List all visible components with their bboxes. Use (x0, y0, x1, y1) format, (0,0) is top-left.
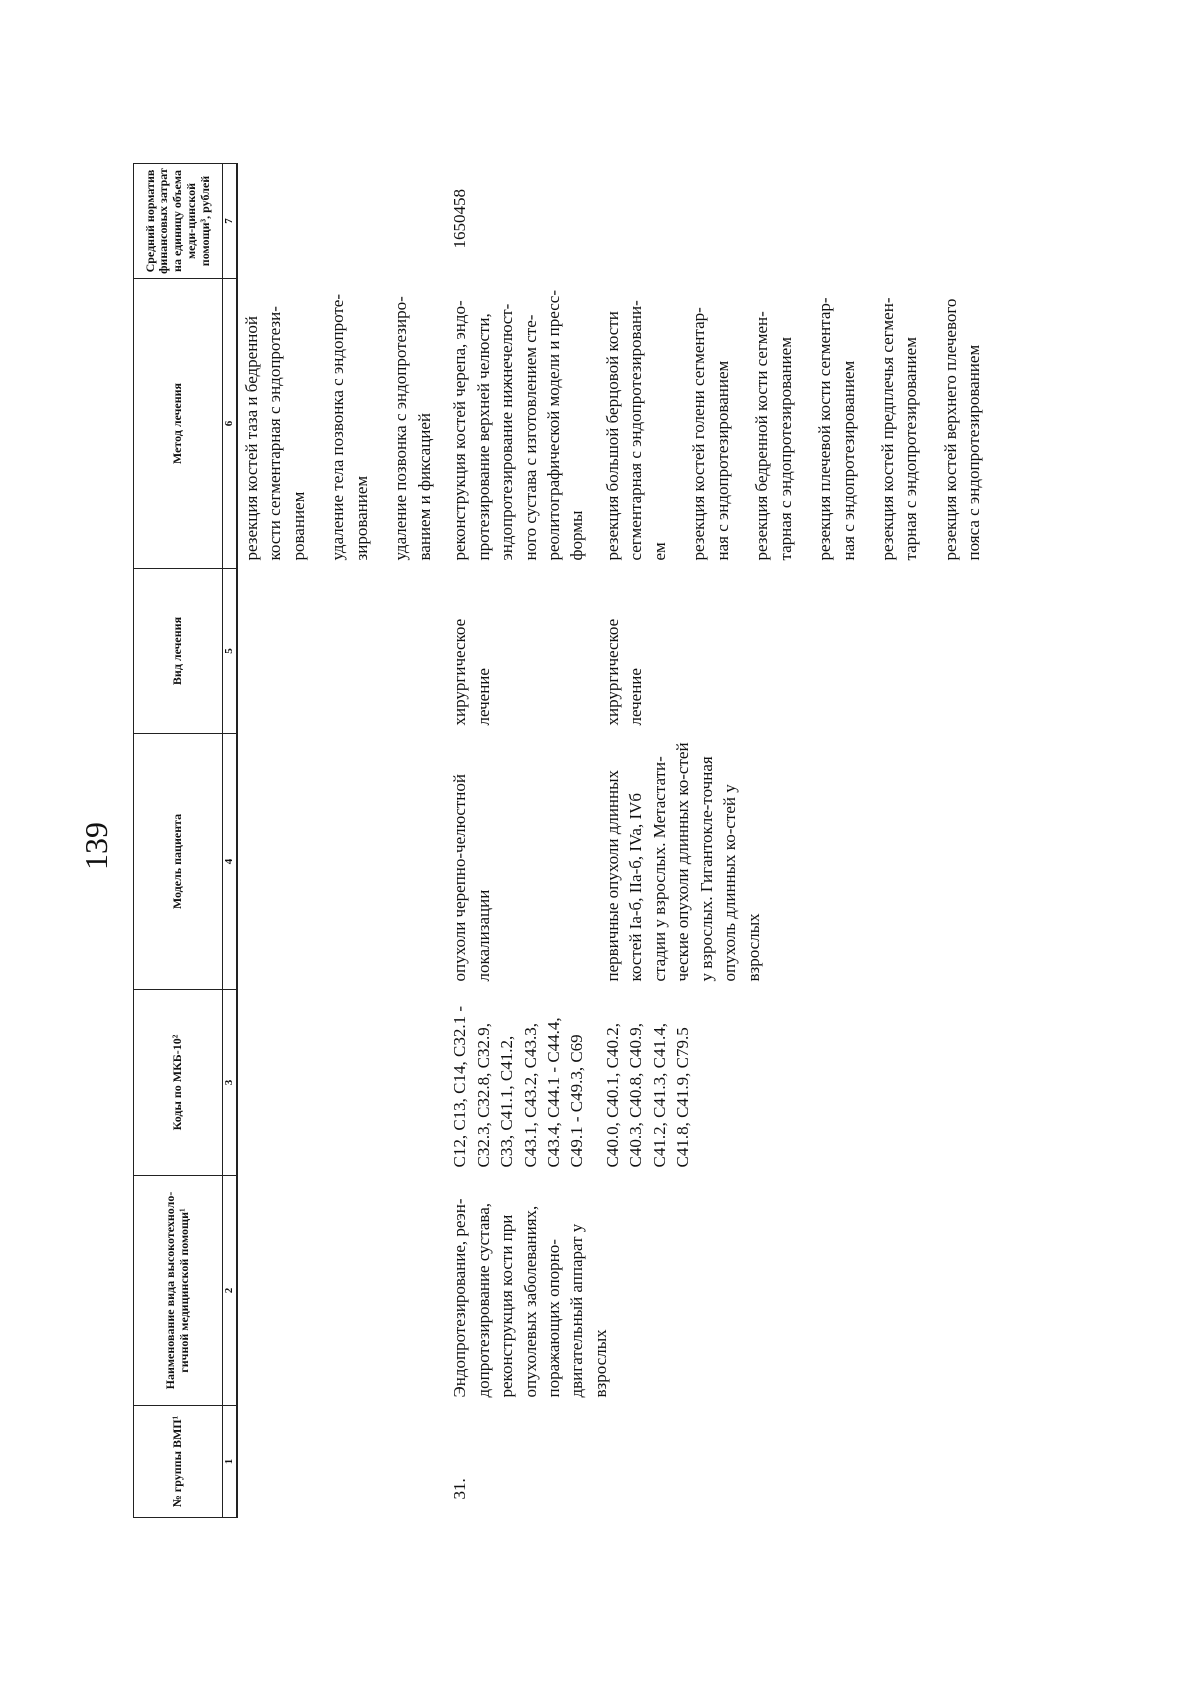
method-item: резекция костей голени сегментар-ная с эндопротезированием (689, 307, 732, 561)
method-item: резекция костей таза и бедренной кости сегментарная с эндопротези-рованием (242, 306, 308, 561)
cost-standard: 1650458 (450, 189, 470, 249)
header-group-number: № группы ВМП¹ (134, 1406, 223, 1518)
group-number: 31. (450, 1478, 470, 1500)
column-number: 4 (223, 734, 238, 990)
method-item: резекция плечевой кости сегментар-ная с эндопротезированием (815, 297, 858, 561)
column-number: 7 (223, 164, 238, 279)
column-number: 6 (223, 279, 238, 569)
treatment-type: хирургическое лечение (450, 618, 493, 726)
table-header-row (134, 164, 223, 1518)
icd-codes: C12, C13, C14, C32.1 - C32.3, C32.8, C32.9, C33, C41.1, C41.2, C43.1, C43.2, C43.3, C43.4, C44.1 - C44.4, C49.1 - C49.3, C69 (450, 1005, 587, 1168)
method-item: резекция костей верхнего плечевого пояса с эндопротезированием (940, 298, 984, 561)
method-item: резекция костей предплечья сегмен-тарная с эндопротезированием (877, 297, 921, 561)
continuation-methods-cell (237, 279, 446, 569)
treatment-methods (599, 279, 996, 569)
method-item: удаление тела позвонка с эндопроте-зированием (328, 293, 371, 561)
header-treatment-method: Метод лечения (134, 279, 223, 569)
header-cost-standard: Средний норматив финансовых затрат на единицу объема меди-цинской помощи³, рублей (134, 164, 223, 279)
header-icd-codes: Коды по МКБ-10² (134, 990, 223, 1176)
column-number: 1 (223, 1406, 238, 1518)
method-item: резекция большой берцовой кости сегментарная с эндопротезировани-ем (602, 300, 669, 561)
method-item: реконструкция костей черепа, эндо-протезирование верхней челюсти, эндопротезирование нижнечелюст-ного сустава с изготовлением сте-реолитографической модели и пресс-формы (450, 289, 587, 561)
table-row-continuation (237, 164, 446, 1518)
treatment-type: хирургическое лечение (602, 618, 646, 726)
header-vmp-name: Наименование вида высокотехноло-гичной медицинской помощи¹ (134, 1176, 223, 1406)
column-number: 5 (223, 569, 238, 734)
method-item: удаление позвонка с эндопротезиро-ванием и фиксацией (391, 296, 434, 561)
page-number: 139 (78, 822, 114, 870)
treatment-methods (446, 279, 599, 569)
vmp-name: Эндопротезирование, реэн-допротезирование сустава, реконструкция кости при опухолевых заболеваниях, поражающих опорно-двигательный аппарат у взрослых (450, 1198, 610, 1398)
vmp-table (133, 163, 996, 1518)
header-treatment-type: Вид лечения (134, 569, 223, 734)
patient-model: опухоли черепно-челюстной локализации (450, 773, 493, 982)
header-patient-model: Модель пациента (134, 734, 223, 990)
column-number: 3 (223, 990, 238, 1176)
icd-codes: C40.0, C40.1, C40.2, C40.3, C40.8, C40.9, C41.2, C41.3, C41.4, C41.8, C41.9, C79.5 (602, 1022, 693, 1168)
method-item: резекция бедренной кости сегмен-тарная с эндопротезированием (752, 311, 795, 561)
patient-model: первичные опухоли длинных костей Ia-б, IIa-б, IVa, IVб стадии у взрослых. Метастати-ческие опухоли длинных ко-стей у взрослых. Гигантокле-точная опухоль длинных ко-стей у взрослых (602, 742, 763, 982)
column-number-row (223, 164, 238, 1518)
column-number: 2 (223, 1176, 238, 1406)
table-row-group-31 (446, 164, 599, 1518)
